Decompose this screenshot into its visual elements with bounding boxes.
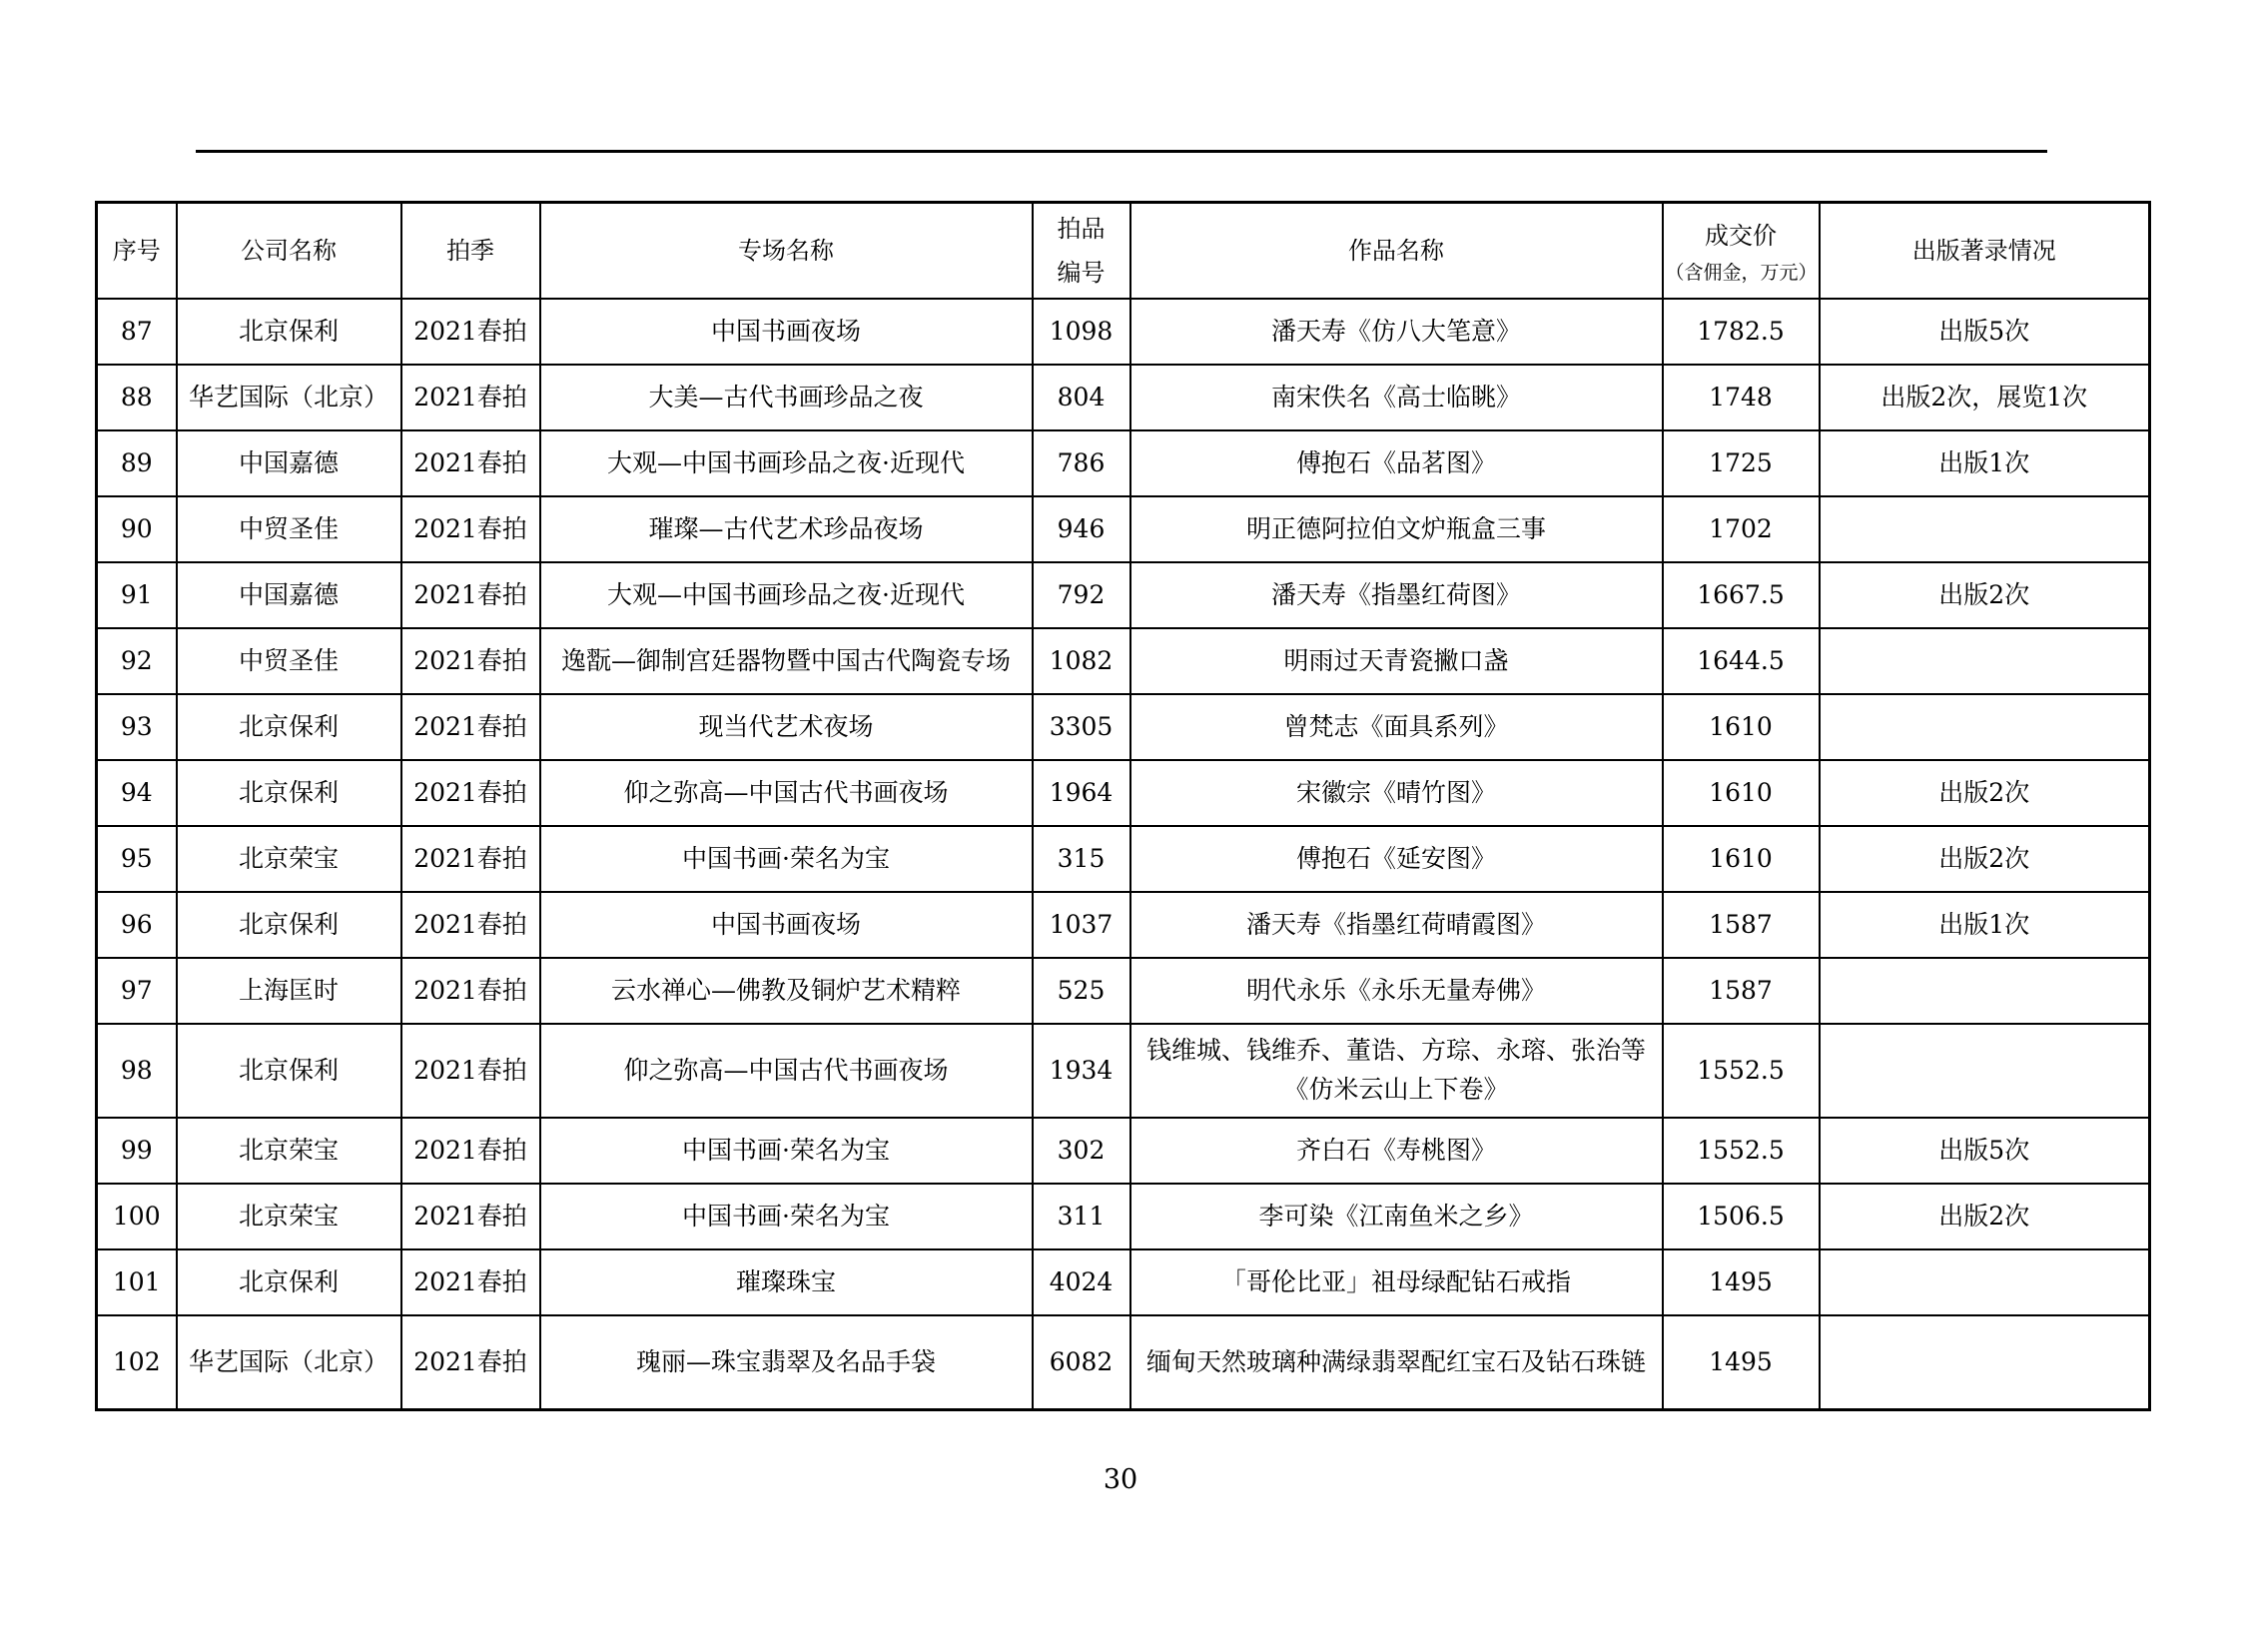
cell-price: 1725	[1663, 430, 1820, 496]
cell-season: 2021春拍	[401, 958, 540, 1024]
cell-publication: 出版2次，展览1次	[1820, 365, 2150, 430]
cell-lot: 315	[1033, 826, 1130, 892]
cell-publication	[1820, 496, 2150, 562]
header-company: 公司名称	[177, 203, 401, 300]
cell-season: 2021春拍	[401, 628, 540, 694]
cell-season: 2021春拍	[401, 892, 540, 958]
cell-seq: 89	[97, 430, 177, 496]
cell-publication: 出版2次	[1820, 760, 2150, 826]
table-row	[97, 826, 2150, 892]
cell-publication: 出版5次	[1820, 299, 2150, 365]
header-price-line1: 成交价	[1705, 221, 1777, 250]
cell-company: 上海匡时	[177, 958, 401, 1024]
cell-session: 中国书画夜场	[540, 299, 1033, 365]
cell-lot: 311	[1033, 1184, 1130, 1249]
cell-company: 北京荣宝	[177, 1118, 401, 1184]
cell-company: 北京保利	[177, 1249, 401, 1315]
cell-price: 1610	[1663, 760, 1820, 826]
cell-publication	[1820, 694, 2150, 760]
cell-season: 2021春拍	[401, 562, 540, 628]
cell-lot: 302	[1033, 1118, 1130, 1184]
cell-seq: 98	[97, 1024, 177, 1118]
cell-lot: 1934	[1033, 1024, 1130, 1118]
cell-work: 明雨过天青瓷撇口盏	[1130, 628, 1663, 694]
cell-company: 中国嘉德	[177, 562, 401, 628]
cell-session: 中国书画·荣名为宝	[540, 1118, 1033, 1184]
cell-lot: 946	[1033, 496, 1130, 562]
cell-session: 大观—中国书画珍品之夜·近现代	[540, 562, 1033, 628]
cell-seq: 91	[97, 562, 177, 628]
cell-lot: 804	[1033, 365, 1130, 430]
cell-publication	[1820, 1249, 2150, 1315]
cell-work: 宋徽宗《晴竹图》	[1130, 760, 1663, 826]
table-row	[97, 562, 2150, 628]
cell-price: 1506.5	[1663, 1184, 1820, 1249]
cell-publication	[1820, 958, 2150, 1024]
cell-season: 2021春拍	[401, 365, 540, 430]
cell-seq: 90	[97, 496, 177, 562]
cell-season: 2021春拍	[401, 1024, 540, 1118]
cell-company: 中贸圣佳	[177, 628, 401, 694]
cell-season: 2021春拍	[401, 430, 540, 496]
header-season: 拍季	[401, 203, 540, 300]
cell-lot: 792	[1033, 562, 1130, 628]
cell-publication: 出版2次	[1820, 562, 2150, 628]
cell-session: 大美—古代书画珍品之夜	[540, 365, 1033, 430]
cell-publication: 出版2次	[1820, 826, 2150, 892]
cell-work: 「哥伦比亚」祖母绿配钻石戒指	[1130, 1249, 1663, 1315]
cell-season: 2021春拍	[401, 1315, 540, 1410]
cell-seq: 88	[97, 365, 177, 430]
cell-work: 齐白石《寿桃图》	[1130, 1118, 1663, 1184]
cell-work: 钱维城、钱维乔、董诰、方琮、永瑢、张治等《仿米云山上下卷》	[1130, 1024, 1663, 1118]
cell-work: 南宋佚名《高士临眺》	[1130, 365, 1663, 430]
cell-session: 现当代艺术夜场	[540, 694, 1033, 760]
table-row	[97, 1184, 2150, 1249]
table-header-row	[97, 203, 2150, 300]
cell-price: 1495	[1663, 1249, 1820, 1315]
cell-session: 仰之弥高—中国古代书画夜场	[540, 1024, 1033, 1118]
page-number: 30	[1103, 1464, 1138, 1495]
cell-season: 2021春拍	[401, 1118, 540, 1184]
cell-publication: 出版2次	[1820, 1184, 2150, 1249]
table-row	[97, 628, 2150, 694]
cell-work: 傅抱石《品茗图》	[1130, 430, 1663, 496]
cell-seq: 102	[97, 1315, 177, 1410]
cell-session: 中国书画·荣名为宝	[540, 826, 1033, 892]
cell-price: 1644.5	[1663, 628, 1820, 694]
header-publication: 出版著录情况	[1820, 203, 2150, 300]
cell-seq: 95	[97, 826, 177, 892]
cell-company: 北京保利	[177, 760, 401, 826]
cell-price: 1495	[1663, 1315, 1820, 1410]
table-row	[97, 760, 2150, 826]
cell-session: 中国书画夜场	[540, 892, 1033, 958]
cell-company: 北京荣宝	[177, 1184, 401, 1249]
cell-season: 2021春拍	[401, 694, 540, 760]
cell-lot: 525	[1033, 958, 1130, 1024]
cell-session: 璀璨—古代艺术珍品夜场	[540, 496, 1033, 562]
cell-price: 1702	[1663, 496, 1820, 562]
cell-company: 北京保利	[177, 299, 401, 365]
auction-records-table	[95, 201, 2151, 1411]
cell-publication	[1820, 1315, 2150, 1410]
cell-session: 仰之弥高—中国古代书画夜场	[540, 760, 1033, 826]
cell-publication	[1820, 628, 2150, 694]
cell-session: 大观—中国书画珍品之夜·近现代	[540, 430, 1033, 496]
cell-price: 1748	[1663, 365, 1820, 430]
header-lot	[1033, 203, 1130, 300]
cell-price: 1587	[1663, 892, 1820, 958]
cell-season: 2021春拍	[401, 760, 540, 826]
cell-work: 明正德阿拉伯文炉瓶盒三事	[1130, 496, 1663, 562]
cell-price: 1552.5	[1663, 1118, 1820, 1184]
cell-seq: 87	[97, 299, 177, 365]
cell-work: 缅甸天然玻璃种满绿翡翠配红宝石及钻石珠链	[1130, 1315, 1663, 1410]
cell-lot: 1037	[1033, 892, 1130, 958]
cell-publication: 出版1次	[1820, 892, 2150, 958]
header-price	[1663, 203, 1820, 300]
header-lot-line2: 编号	[1057, 259, 1106, 287]
cell-work: 曾梵志《面具系列》	[1130, 694, 1663, 760]
cell-work: 潘天寿《仿八大笔意》	[1130, 299, 1663, 365]
cell-lot: 4024	[1033, 1249, 1130, 1315]
cell-lot: 1964	[1033, 760, 1130, 826]
cell-lot: 1098	[1033, 299, 1130, 365]
cell-seq: 94	[97, 760, 177, 826]
cell-publication: 出版1次	[1820, 430, 2150, 496]
cell-seq: 100	[97, 1184, 177, 1249]
table-row	[97, 1249, 2150, 1315]
cell-company: 华艺国际（北京）	[177, 1315, 401, 1410]
cell-company: 北京保利	[177, 694, 401, 760]
cell-season: 2021春拍	[401, 1249, 540, 1315]
cell-company: 北京保利	[177, 1024, 401, 1118]
cell-price: 1587	[1663, 958, 1820, 1024]
table-body	[97, 299, 2150, 1410]
cell-seq: 92	[97, 628, 177, 694]
table-row	[97, 1118, 2150, 1184]
cell-session: 璀璨珠宝	[540, 1249, 1033, 1315]
cell-lot: 6082	[1033, 1315, 1130, 1410]
cell-lot: 1082	[1033, 628, 1130, 694]
cell-work: 傅抱石《延安图》	[1130, 826, 1663, 892]
cell-season: 2021春拍	[401, 299, 540, 365]
cell-company: 中国嘉德	[177, 430, 401, 496]
cell-company: 北京荣宝	[177, 826, 401, 892]
table-row	[97, 299, 2150, 365]
cell-work: 李可染《江南鱼米之乡》	[1130, 1184, 1663, 1249]
cell-seq: 96	[97, 892, 177, 958]
table-row	[97, 430, 2150, 496]
cell-seq: 97	[97, 958, 177, 1024]
header-session: 专场名称	[540, 203, 1033, 300]
header-rule	[196, 150, 2047, 153]
cell-lot: 786	[1033, 430, 1130, 496]
cell-price: 1610	[1663, 826, 1820, 892]
table-row	[97, 1024, 2150, 1118]
table-row	[97, 496, 2150, 562]
cell-seq: 101	[97, 1249, 177, 1315]
cell-publication	[1820, 1024, 2150, 1118]
cell-price: 1667.5	[1663, 562, 1820, 628]
cell-season: 2021春拍	[401, 826, 540, 892]
cell-price: 1782.5	[1663, 299, 1820, 365]
cell-session: 逸翫—御制宫廷器物暨中国古代陶瓷专场	[540, 628, 1033, 694]
header-lot-line1: 拍品	[1057, 214, 1106, 243]
cell-company: 华艺国际（北京）	[177, 365, 401, 430]
cell-work: 潘天寿《指墨红荷晴霞图》	[1130, 892, 1663, 958]
cell-season: 2021春拍	[401, 1184, 540, 1249]
header-price-line2: （含佣金，万元）	[1665, 262, 1818, 284]
cell-seq: 99	[97, 1118, 177, 1184]
cell-lot: 3305	[1033, 694, 1130, 760]
table-row	[97, 892, 2150, 958]
cell-price: 1552.5	[1663, 1024, 1820, 1118]
table-row	[97, 958, 2150, 1024]
header-seq: 序号	[97, 203, 177, 300]
table-row	[97, 1315, 2150, 1410]
cell-work: 潘天寿《指墨红荷图》	[1130, 562, 1663, 628]
cell-session: 瑰丽—珠宝翡翠及名品手袋	[540, 1315, 1033, 1410]
cell-season: 2021春拍	[401, 496, 540, 562]
cell-company: 北京保利	[177, 892, 401, 958]
cell-company: 中贸圣佳	[177, 496, 401, 562]
cell-seq: 93	[97, 694, 177, 760]
cell-price: 1610	[1663, 694, 1820, 760]
cell-work: 明代永乐《永乐无量寿佛》	[1130, 958, 1663, 1024]
cell-session: 中国书画·荣名为宝	[540, 1184, 1033, 1249]
table-row	[97, 365, 2150, 430]
table-row	[97, 694, 2150, 760]
header-work: 作品名称	[1130, 203, 1663, 300]
cell-session: 云水禅心—佛教及铜炉艺术精粹	[540, 958, 1033, 1024]
cell-publication: 出版5次	[1820, 1118, 2150, 1184]
